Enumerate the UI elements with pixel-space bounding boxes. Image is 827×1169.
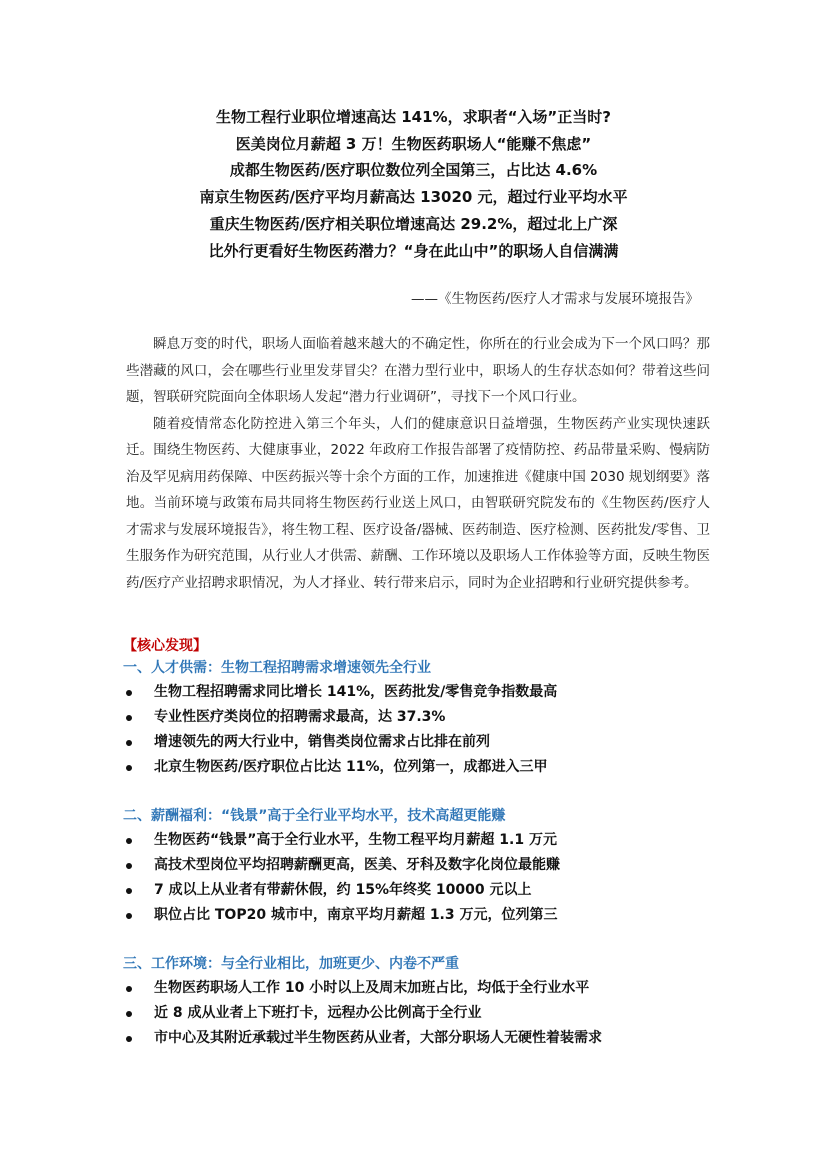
section-title: 二、薪酬福利：“钱景”高于全行业平均水平，技术高超更能赚 — [123, 808, 506, 824]
list-item-text: 专业性医疗类岗位的招聘需求最高，达 37.3% — [154, 709, 446, 725]
intro-text — [126, 331, 710, 596]
finding-section — [123, 656, 723, 780]
section-spacer — [123, 928, 723, 952]
list-item-text: 市中心及其附近承载过半生物医药从业者，大部分职场人无硬性着装需求 — [154, 1030, 602, 1046]
paragraph: 瞬息万变的时代，职场人面临着越来越大的不确定性，你所在的行业会成为下一个风口吗？那些潜藏的风口，会在哪些行业里发芽冒尖？在潜力型行业中，职场人的生存状态如何？带着这些问题，智联研究院面向全体职场人发起“潜力行业调研”，寻找下一个风口行业。 — [126, 336, 710, 405]
finding-section — [123, 804, 723, 928]
headline: 生物工程行业职位增速高达 141%，求职者“入场”正当时? — [216, 108, 611, 126]
section-title: 三、工作环境：与全行业相比，加班更少、内卷不严重 — [123, 956, 459, 972]
list-item — [123, 730, 723, 755]
list-item-text: 生物医药“钱景”高于全行业水平，生物工程平均月薪超 1.1 万元 — [154, 832, 557, 848]
headline: 医美岗位月薪超 3 万！生物医药职场人“能赚不焦虑” — [235, 134, 592, 153]
bullet-icon — [126, 765, 132, 771]
core-findings-title: 【核心发现】 — [123, 638, 207, 654]
bullet-icon — [126, 690, 132, 696]
list-item — [123, 1001, 723, 1026]
finding-section — [123, 952, 723, 1051]
list-item-text: 7 成以上从业者有带薪休假，约 15%年终奖 10000 元以上 — [154, 882, 532, 898]
bullet-icon — [126, 1036, 132, 1042]
list-item-text: 生物工程招聘需求同比增长 141%，医药批发/零售竞争指数最高 — [154, 684, 558, 700]
bullet-icon — [126, 740, 132, 746]
list-item — [123, 878, 723, 903]
headline: 重庆生物医药/医疗相关职位增速高达 29.2%，超过北上广深 — [209, 214, 618, 233]
headline: 南京生物医药/医疗平均月薪高达 13020 元，超过行业平均水平 — [199, 188, 628, 207]
headline-block — [0, 104, 827, 264]
bullet-icon — [126, 863, 132, 869]
list-item — [123, 1026, 723, 1051]
list-item — [123, 976, 723, 1001]
section-spacer — [123, 780, 723, 804]
bullet-icon — [126, 838, 132, 844]
list-item-text: 高技术型岗位平均招聘薪酬更高，医美、牙科及数字化岗位最能赚 — [154, 857, 560, 873]
report-source: ——《生物医药/医疗人才需求与发展环境报告》 — [410, 291, 699, 307]
bullet-icon — [126, 715, 132, 721]
list-item — [123, 853, 723, 878]
bullet-icon — [126, 986, 132, 992]
bullet-icon — [126, 913, 132, 919]
paragraph: 随着疫情常态化防控进入第三个年头，人们的健康意识日益增强，生物医药产业实现快速跃迁。围绕生物医药、大健康事业，2022 年政府工作报告部署了疫情防控、药品带量采购、慢病防治及罕见病用药保障、中医药振兴等十余个方面的工作，加速推进《健康中国 2030 规划纲要》落地。当前环境与政策布局共同将生物医药行业送上风口，由智联研究院发布的《生物医药/医疗人才需求与发展环境报告》，将生物工程、医疗设备/器械、医药制造、医疗检测、医药批发/零售、卫生服务作为研究范围，从行业人才供需、薪酬、工作环境以及职场人工作体验等方面，反映生物医药/医疗产业招聘求职情况，为人才择业、转行带来启示，同时为企业招聘和行业研究提供参考。 — [126, 415, 710, 591]
headline: 比外行更看好生物医药潜力？“身在此山中”的职场人自信满满 — [208, 241, 619, 260]
list-item — [123, 705, 723, 730]
bullet-list — [123, 976, 723, 1051]
list-item — [123, 828, 723, 853]
bullet-icon — [126, 1011, 132, 1017]
list-item — [123, 755, 723, 780]
list-item-text: 北京生物医药/医疗职位占比达 11%，位列第一，成都进入三甲 — [154, 759, 548, 775]
list-item — [123, 680, 723, 705]
list-item-text: 近 8 成从业者上下班打卡，远程办公比例高于全行业 — [154, 1005, 482, 1021]
list-item-text: 增速领先的两大行业中，销售类岗位需求占比排在前列 — [154, 734, 490, 750]
bullet-list — [123, 828, 723, 928]
core-findings — [123, 636, 723, 1051]
list-item — [123, 903, 723, 928]
list-item-text: 职位占比 TOP20 城市中，南京平均月薪超 1.3 万元，位列第三 — [154, 907, 558, 923]
bullet-list — [123, 680, 723, 780]
bullet-icon — [126, 888, 132, 894]
headline: 成都生物医药/医疗职位数位列全国第三，占比达 4.6% — [229, 161, 598, 180]
section-title: 一、人才供需：生物工程招聘需求增速领先全行业 — [123, 660, 431, 676]
list-item-text: 生物医药职场人工作 10 小时以上及周末加班占比，均低于全行业水平 — [154, 980, 590, 996]
